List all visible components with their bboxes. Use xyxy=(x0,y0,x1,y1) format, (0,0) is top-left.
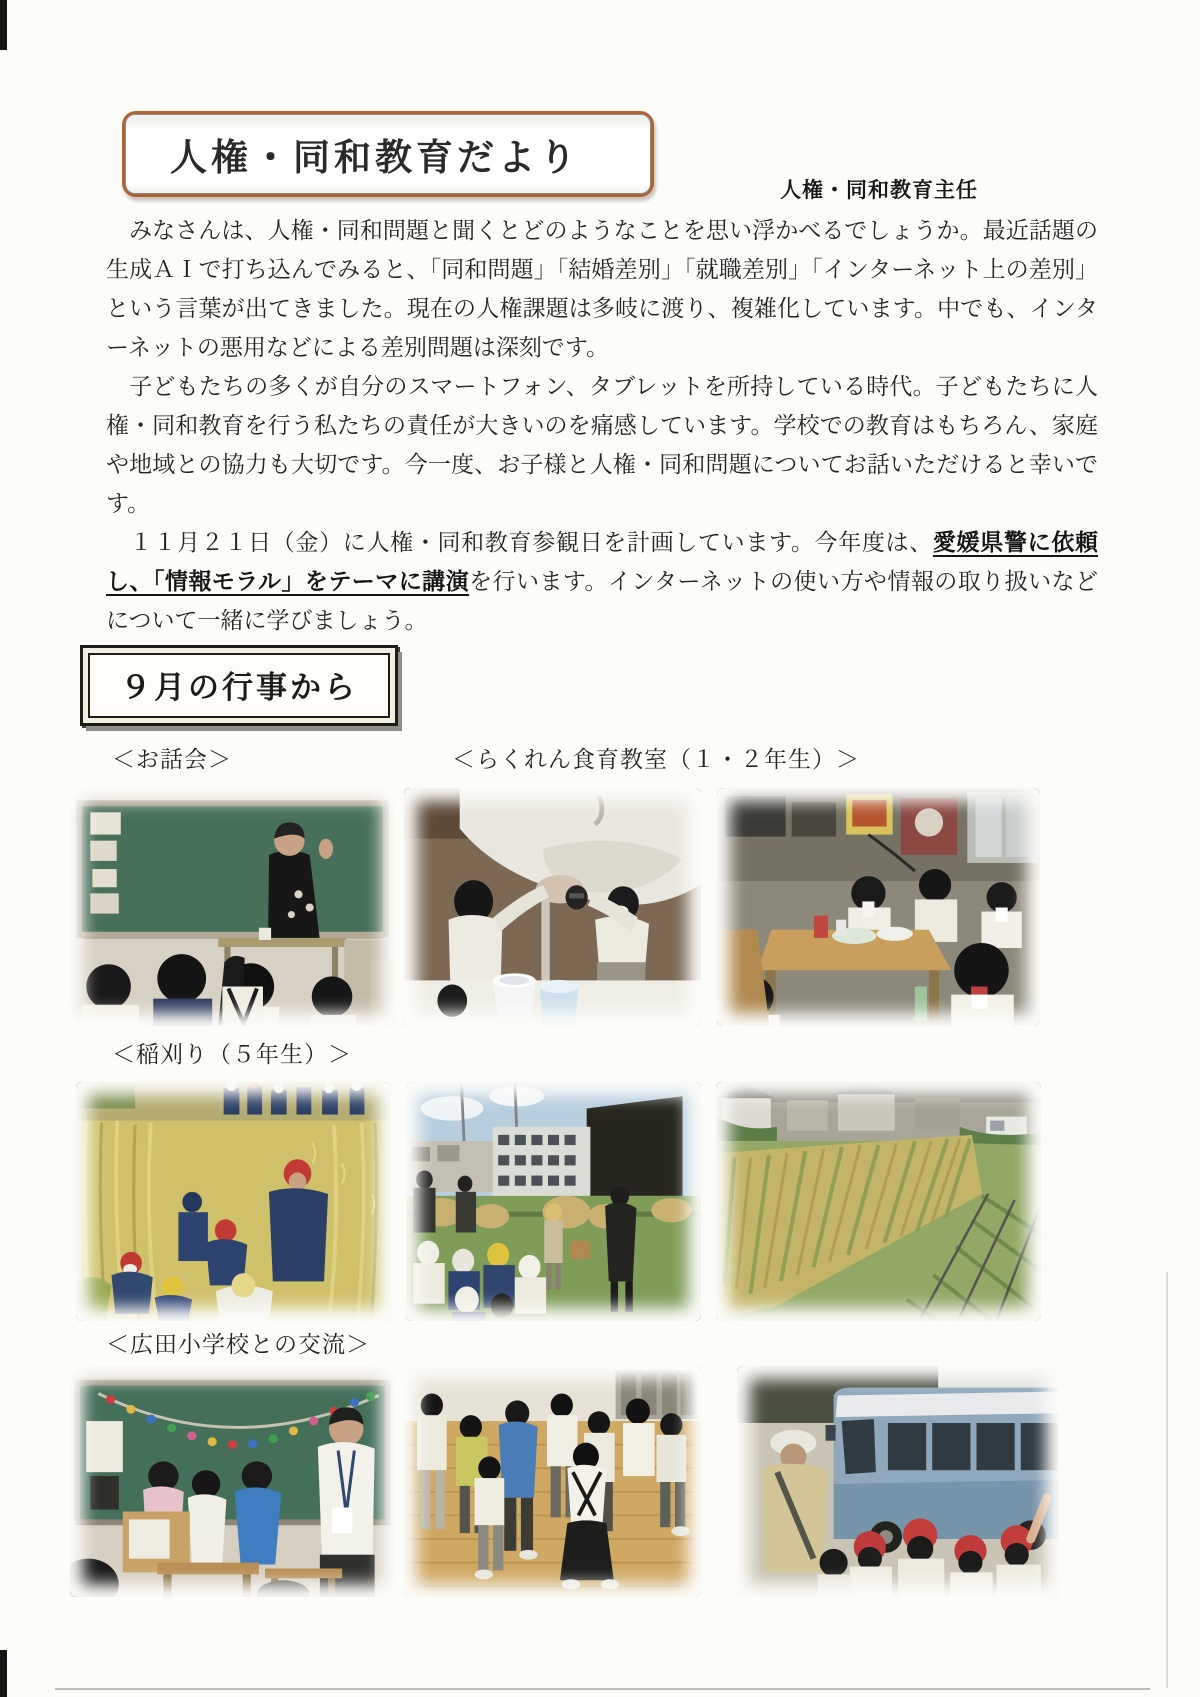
photo-food-class-milk-tasting xyxy=(717,788,1040,1026)
photo-hirota-bus-farewell xyxy=(737,1366,1059,1597)
author-label: 人権・同和教育主任 xyxy=(780,179,978,202)
photo-food-class-cow-model xyxy=(404,788,701,1026)
photo-rice-harvest-explanation xyxy=(406,1082,701,1321)
caption-hirota-exchange: ＜広田小学校との交流＞ xyxy=(106,1332,370,1357)
page-title: 人権・同和教育だより xyxy=(170,138,580,179)
photo-rice-harvest-field xyxy=(76,1082,391,1321)
photo-story-meeting-classroom xyxy=(70,788,395,1026)
photo-rice-drying-racks xyxy=(716,1082,1041,1321)
photo-hirota-gym-activity xyxy=(404,1366,701,1597)
intro-text-block xyxy=(106,211,1098,640)
caption-food-class: ＜らくれん食育教室（１・２年生）＞ xyxy=(452,747,860,772)
newsletter-title-box xyxy=(122,111,654,197)
photo-hirota-classroom xyxy=(70,1366,395,1597)
scan-artifact-right-line xyxy=(1166,1272,1168,1688)
caption-rice-harvest: ＜稲刈り（５年生）＞ xyxy=(112,1042,352,1067)
scan-artifact-bottom-line xyxy=(55,1688,1150,1690)
newsletter-title-inner-frame xyxy=(125,114,651,194)
scan-artifact-bottom-left xyxy=(0,1650,7,1697)
caption-story-meeting: ＜お話会＞ xyxy=(112,747,232,772)
scan-artifact-top-left xyxy=(0,0,7,50)
intro-paragraph-3-emphasis: 愛媛県警に依頼し、「情報モラル」をテーマに講演 xyxy=(106,529,1098,594)
intro-paragraph-1: みなさんは、人権・同和問題と聞くとどのようなことを思い浮かべるでしょうか。最近話題の生成ＡＩで打ち込んでみると、「同和問題」「結婚差別」「就職差別」「インターネット上の差別」という言葉が出てきました。現在の人権課題は多岐に渡り、複雑化しています。中でも、インターネットの悪用などによる差別問題は深刻です。 xyxy=(106,218,1098,360)
september-events-heading-frame xyxy=(88,653,390,718)
intro-paragraph-3-before: １１月２１日（金）に人権・同和教育参観日を計画しています。今年度は、 xyxy=(106,530,933,555)
intro-paragraph-3-after: を行います。インターネットの使い方や情報の取り扱いなどについて一緒に学びましょう。 xyxy=(106,569,1099,633)
intro-paragraph-3 xyxy=(106,523,1098,640)
september-events-heading: ９月の行事から xyxy=(120,670,358,705)
intro-paragraph-2: 子どもたちの多くが自分のスマートフォン、タブレットを所持している時代。子どもたちに人権・同和教育を行う私たちの責任が大きいのを痛感しています。学校での教育はもちろん、家庭や地域との協力も大切です。今一度、お子様と人権・同和問題についてお話いただけると幸いです。 xyxy=(106,374,1098,516)
september-events-heading-box xyxy=(80,645,398,726)
